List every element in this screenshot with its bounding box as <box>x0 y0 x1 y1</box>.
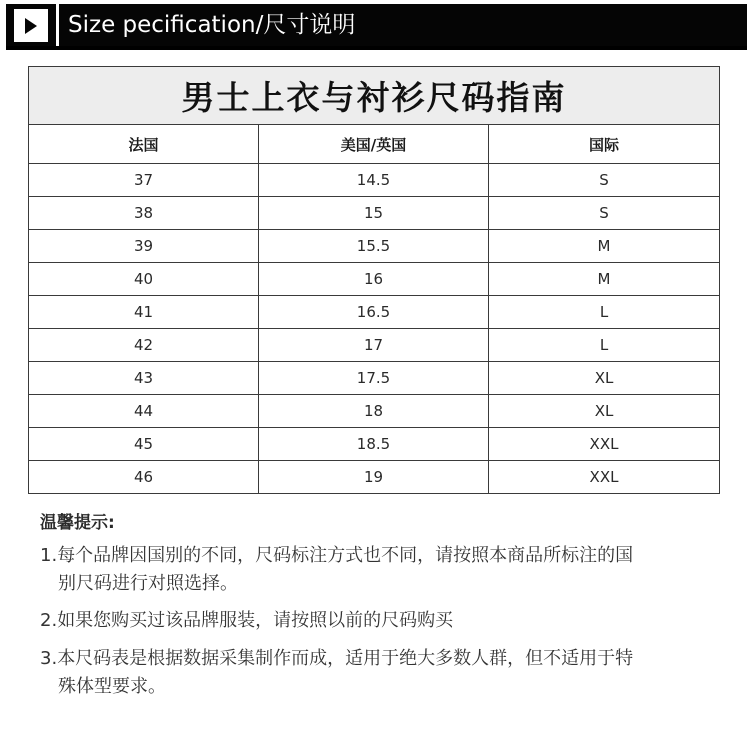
table-title-row <box>29 67 720 125</box>
cell-us-uk: 16.5 <box>259 296 489 329</box>
cell-france: 38 <box>29 197 259 230</box>
tip-item <box>40 645 710 701</box>
column-header-us-uk: 美国/英国 <box>259 125 489 164</box>
cell-us-uk: 16 <box>259 263 489 296</box>
tip-text: 如果您购买过该品牌服装，请按照以前的尺码购买 <box>57 610 454 631</box>
cell-us-uk: 17.5 <box>259 362 489 395</box>
tip-number: 3. <box>40 648 58 669</box>
cell-international: L <box>489 329 720 362</box>
tip-text: 本尺码表是根据数据采集制作而成，适用于绝大多数人群，但不适用于特 <box>57 648 634 669</box>
cell-international: S <box>489 197 720 230</box>
cell-france: 44 <box>29 395 259 428</box>
cell-international: XL <box>489 362 720 395</box>
table-row <box>29 164 720 197</box>
tip-item <box>40 607 710 635</box>
cell-france: 40 <box>29 263 259 296</box>
tips-heading: 温馨提示: <box>40 513 115 533</box>
table-row <box>29 263 720 296</box>
table-row <box>29 428 720 461</box>
table-row <box>29 362 720 395</box>
header-bar <box>6 4 747 49</box>
cell-france: 39 <box>29 230 259 263</box>
play-icon <box>14 9 48 42</box>
header-divider <box>56 4 59 46</box>
cell-international: XXL <box>489 428 720 461</box>
cell-us-uk: 18.5 <box>259 428 489 461</box>
cell-us-uk: 19 <box>259 461 489 494</box>
tip-item <box>40 542 710 598</box>
table-row <box>29 395 720 428</box>
table-row <box>29 329 720 362</box>
cell-international: L <box>489 296 720 329</box>
size-chart-table <box>28 66 720 494</box>
cell-france: 37 <box>29 164 259 197</box>
tip-number: 1. <box>40 545 58 566</box>
header-underline <box>6 48 747 50</box>
cell-us-uk: 18 <box>259 395 489 428</box>
cell-france: 46 <box>29 461 259 494</box>
cell-us-uk: 14.5 <box>259 164 489 197</box>
table-title: 男士上衣与衬衫尺码指南 <box>29 67 720 125</box>
cell-international: XXL <box>489 461 720 494</box>
cell-france: 42 <box>29 329 259 362</box>
table-header-row <box>29 125 720 164</box>
cell-international: S <box>489 164 720 197</box>
column-header-france: 法国 <box>29 125 259 164</box>
cell-france: 43 <box>29 362 259 395</box>
tip-text-continued: 别尺码进行对照选择。 <box>58 573 238 594</box>
cell-international: XL <box>489 395 720 428</box>
cell-france: 41 <box>29 296 259 329</box>
cell-us-uk: 15 <box>259 197 489 230</box>
cell-international: M <box>489 230 720 263</box>
table-row <box>29 296 720 329</box>
cell-us-uk: 15.5 <box>259 230 489 263</box>
cell-france: 45 <box>29 428 259 461</box>
table-row <box>29 197 720 230</box>
header-title: Size pecification/尺寸说明 <box>68 12 356 38</box>
cell-us-uk: 17 <box>259 329 489 362</box>
tip-number: 2. <box>40 610 58 631</box>
cell-international: M <box>489 263 720 296</box>
tip-text: 每个品牌因国别的不同，尺码标注方式也不同，请按照本商品所标注的国 <box>57 545 634 566</box>
tip-text-continued: 殊体型要求。 <box>58 676 166 697</box>
table-row <box>29 461 720 494</box>
column-header-international: 国际 <box>489 125 720 164</box>
table-row <box>29 230 720 263</box>
